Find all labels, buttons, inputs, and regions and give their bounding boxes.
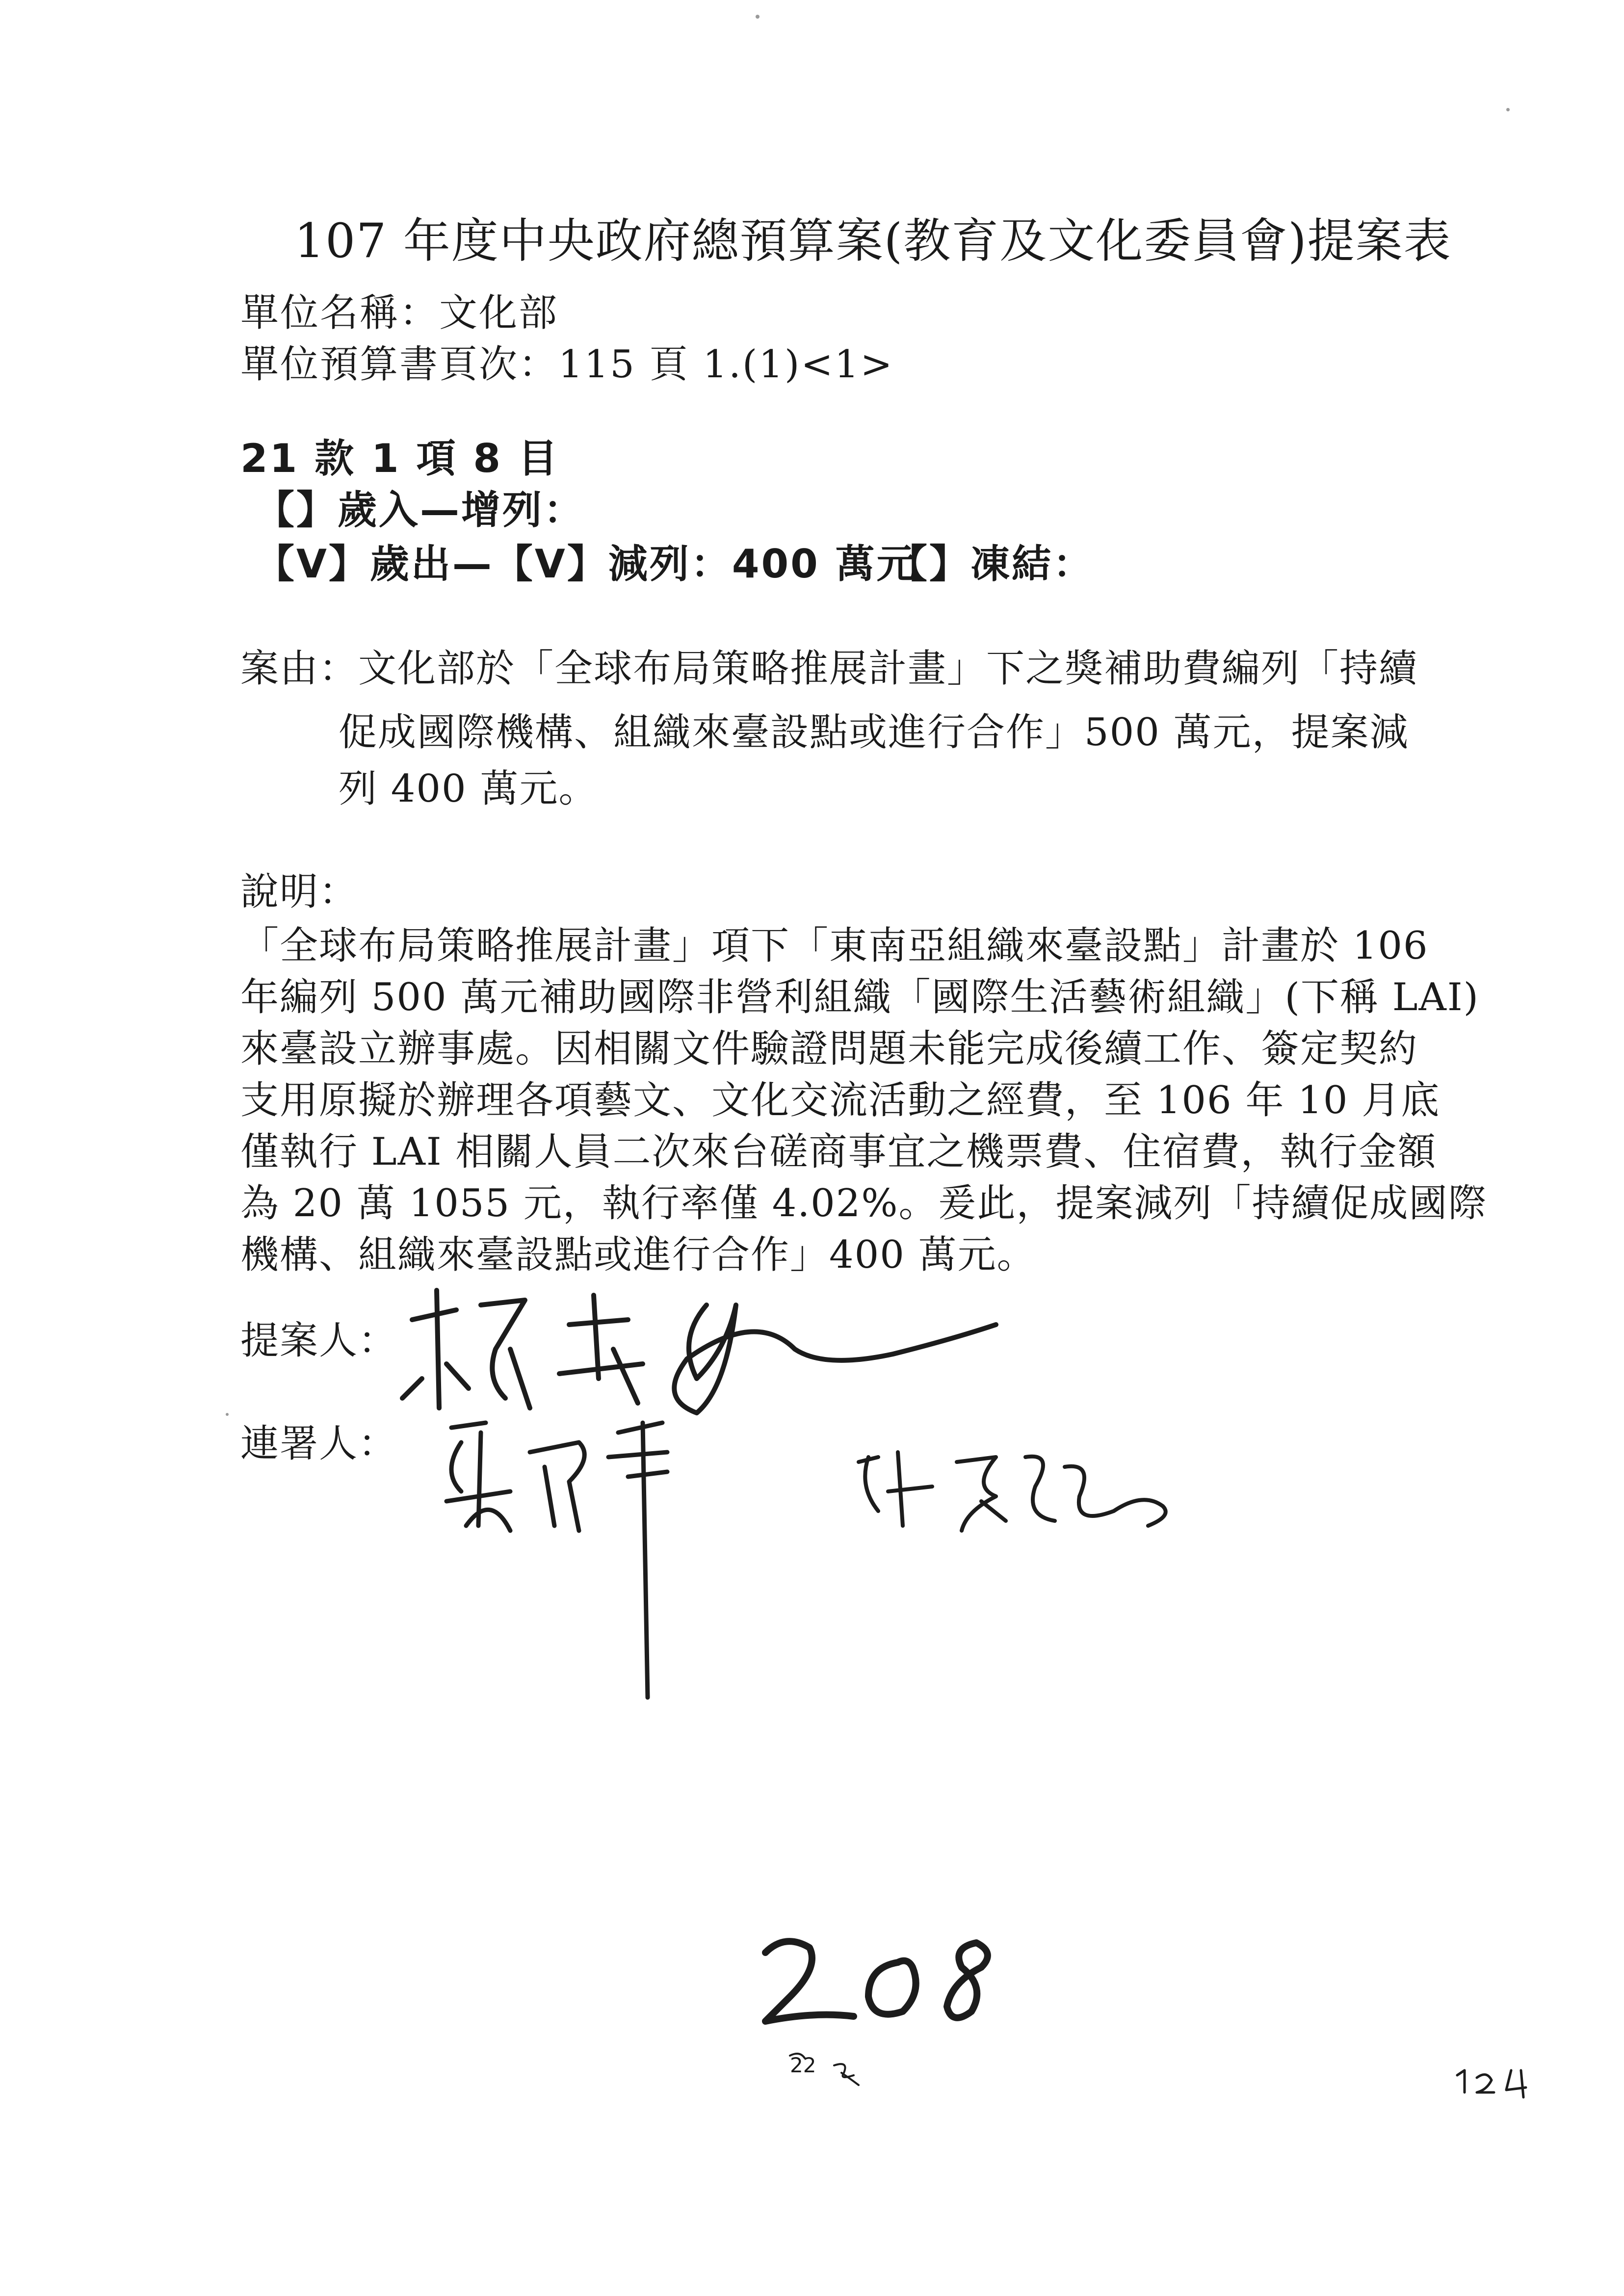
budget-book-page: 單位預算書頁次：115 頁 1.(1)<1>	[240, 342, 894, 387]
explanation-line: 支用原擬於辦理各項藝文、文化交流活動之經費，至 106 年 10 月底	[240, 1078, 1441, 1122]
scan-speck	[756, 15, 760, 19]
document-title: 107 年度中央政府總預算案(教育及文化委員會)提案表	[294, 213, 1452, 268]
explanation-line: 僅執行 LAI 相關人員二次來台磋商事宜之機票費、住宿費，執行金額	[240, 1130, 1437, 1174]
unit-name: 單位名稱：文化部	[240, 291, 559, 335]
footer-scribble	[780, 2046, 864, 2090]
cosigner-label: 連署人：	[240, 1422, 398, 1466]
handwritten-page-number	[756, 1928, 1011, 2036]
reason-line: 案由：文化部於「全球布局策略推展計畫」下之獎補助費編列「持續	[240, 647, 1418, 691]
reason-line: 列 400 萬元。	[339, 767, 598, 811]
cosigner-signature	[849, 1433, 1192, 1550]
footer-number: 22	[790, 2053, 816, 2077]
expense-line: 【V】歲出—【V】減列：400 萬元	[255, 541, 918, 587]
proposer-label: 提案人：	[240, 1319, 398, 1363]
budget-item-line: 21 款 1 項 8 目	[240, 436, 559, 481]
reason-line: 促成國際機構、組織來臺設點或進行合作」500 萬元，提案減	[339, 710, 1409, 755]
explanation-line: 機構、組織來臺設點或進行合作」400 萬元。	[240, 1233, 1036, 1277]
revenue-line: 【】歲入—增列：	[255, 487, 585, 533]
freeze-line: 【】凍結：	[888, 541, 1094, 587]
cosigner-signature	[432, 1413, 751, 1717]
explanation-line: 來臺設立辦事處。因相關文件驗證問題未能完成後續工作、簽定契約	[240, 1027, 1418, 1071]
scan-speck	[1506, 108, 1510, 111]
explanation-line: 年編列 500 萬元補助國際非營利組織「國際生活藝術組織」(下稱 LAI)	[240, 975, 1480, 1019]
corner-handwritten-number	[1452, 2056, 1550, 2100]
explanation-line: 為 20 萬 1055 元，執行率僅 4.02%。爰此，提案減列「持續促成國際	[240, 1181, 1488, 1226]
proposer-signature	[383, 1251, 1021, 1428]
explanation-line: 「全球布局策略推展計畫」項下「東南亞組織來臺設點」計畫於 106	[240, 924, 1429, 968]
explanation-heading: 說明：	[240, 870, 359, 914]
scan-speck	[226, 1413, 229, 1416]
